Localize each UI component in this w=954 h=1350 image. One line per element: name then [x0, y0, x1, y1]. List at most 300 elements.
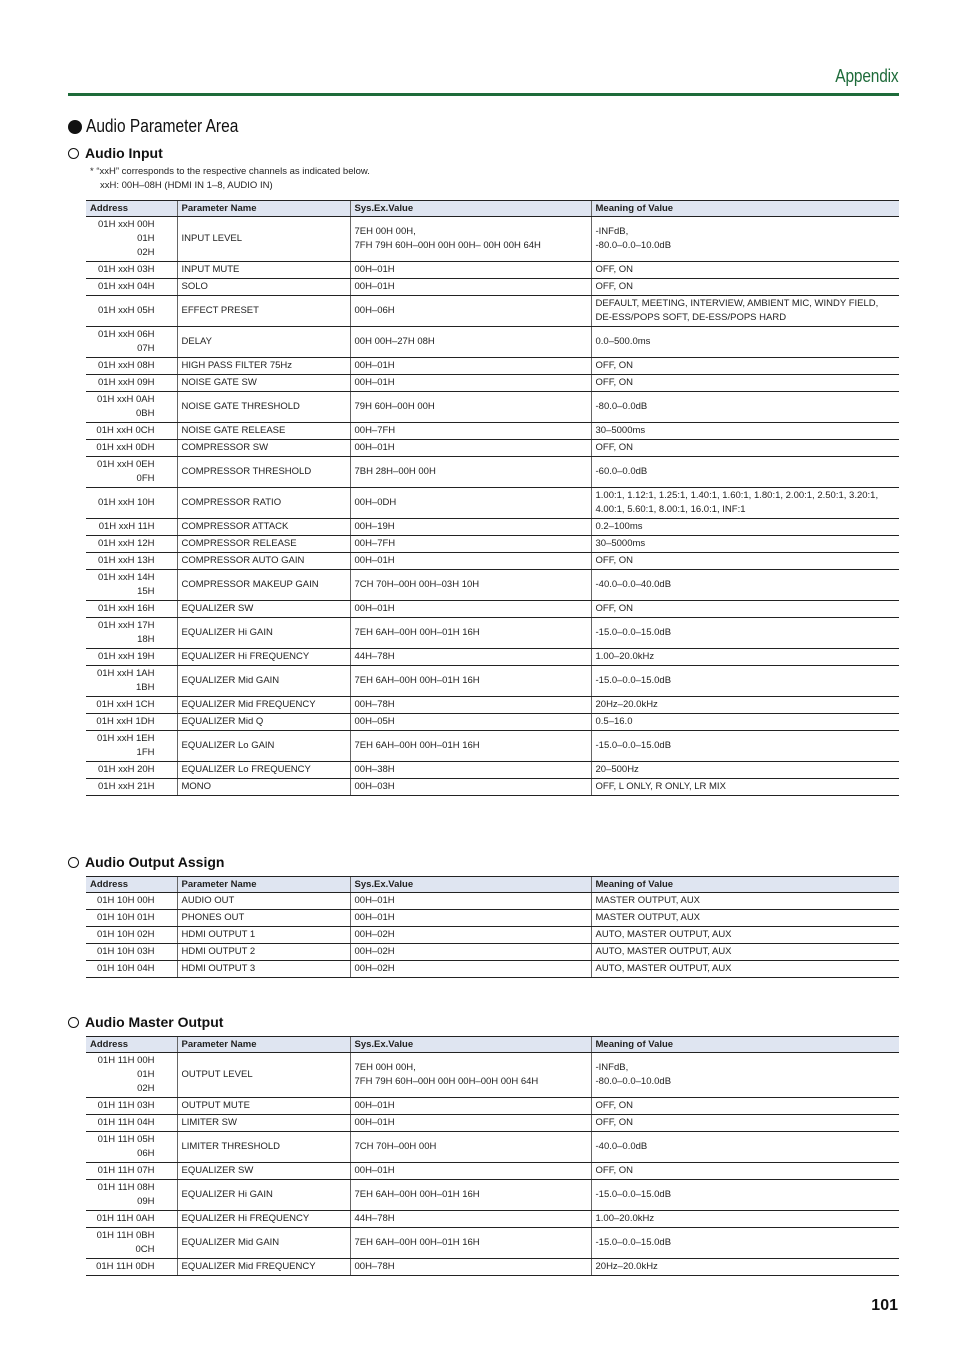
audio-output-assign-title [68, 854, 224, 870]
cell-sysex-value [350, 217, 591, 262]
cell-meaning [591, 731, 899, 762]
col-header-meaning: Meaning of Value [591, 1037, 899, 1053]
table-row [86, 519, 899, 536]
cell-parameter-name: EQUALIZER Hi GAIN [177, 618, 350, 649]
cell-sysex-value [350, 570, 591, 601]
cell-parameter-name: EQUALIZER Mid GAIN [177, 1228, 350, 1259]
cell-meaning [591, 1132, 899, 1163]
cell-sysex-value [350, 944, 591, 961]
cell-meaning [591, 570, 899, 601]
cell-meaning-line: OFF, ON [595, 1100, 633, 1111]
cell-address-line: 1BH [136, 682, 155, 693]
cell-address-line: 01H xxH 1AH [96, 668, 155, 679]
cell-meaning-line: -40.0–0.0–40.0dB [595, 579, 672, 590]
cell-parameter-name: EQUALIZER Hi GAIN [177, 1180, 350, 1211]
col-header-address: Address [86, 877, 177, 893]
cell-address [86, 1163, 177, 1180]
cell-parameter-name: EQUALIZER Mid GAIN [177, 666, 350, 697]
table-row [86, 1115, 899, 1132]
cell-address [86, 457, 177, 488]
table-row [86, 1053, 899, 1098]
cell-meaning [591, 762, 899, 779]
cell-parameter-name: COMPRESSOR THRESHOLD [177, 457, 350, 488]
audio-master-output-title [68, 1014, 223, 1030]
cell-parameter-name: LIMITER SW [177, 1115, 350, 1132]
cell-address-line: 01H 10H 04H [96, 963, 155, 974]
cell-meaning [591, 649, 899, 666]
table-header-row [86, 877, 899, 893]
cell-sysex-value-line: 7EH 00H 00H, [354, 226, 416, 237]
bullet-dot-icon [68, 120, 82, 134]
cell-parameter-name: SOLO [177, 279, 350, 296]
cell-address-line: 01H xxH 05H [98, 305, 155, 316]
cell-meaning [591, 440, 899, 457]
col-header-parameter-name: Parameter Name [177, 201, 350, 217]
table-row [86, 1163, 899, 1180]
cell-parameter-name: DELAY [177, 327, 350, 358]
cell-address-line: 01H xxH 1DH [96, 716, 155, 727]
cell-meaning-line: -80.0–0.0dB [595, 401, 648, 412]
cell-parameter-name: OUTPUT MUTE [177, 1098, 350, 1115]
cell-meaning [591, 601, 899, 618]
cell-address-line: 0BH [136, 408, 155, 419]
table-header-row [86, 1037, 899, 1053]
cell-meaning [591, 714, 899, 731]
cell-address-line: 01H xxH 10H [98, 497, 155, 508]
cell-parameter-name: EQUALIZER Mid FREQUENCY [177, 1259, 350, 1276]
cell-parameter-name: EQUALIZER Mid FREQUENCY [177, 697, 350, 714]
cell-address-line: 18H [137, 634, 155, 645]
table-row [86, 1259, 899, 1276]
cell-sysex-value-line: 7EH 6AH–00H 00H–01H 16H [354, 675, 480, 686]
cell-address-line: 01H [137, 233, 155, 244]
note-line-2: xxH: 00H–08H (HDMI IN 1–8, AUDIO IN) [100, 180, 273, 191]
table-row [86, 536, 899, 553]
cell-address-line: 09H [137, 1196, 155, 1207]
cell-meaning [591, 553, 899, 570]
cell-sysex-value [350, 457, 591, 488]
cell-sysex-value [350, 519, 591, 536]
cell-address [86, 392, 177, 423]
cell-meaning-line: 4.00:1, 5.60:1, 8.00:1, 16.0:1, INF:1 [595, 504, 746, 515]
cell-sysex-value-line: 00H–01H [354, 1165, 395, 1176]
cell-sysex-value-line: 00H–7FH [354, 538, 396, 549]
cell-meaning [591, 1228, 899, 1259]
cell-parameter-name: EQUALIZER Lo FREQUENCY [177, 762, 350, 779]
cell-meaning [591, 358, 899, 375]
cell-parameter-name: MONO [177, 779, 350, 796]
cell-address [86, 358, 177, 375]
cell-sysex-value-line: 00H–01H [354, 1100, 395, 1111]
cell-sysex-value-line: 00H–01H [354, 360, 395, 371]
cell-address-line: 01H xxH 12H [98, 538, 155, 549]
cell-address-line: 06H [137, 1148, 155, 1159]
table-row [86, 649, 899, 666]
cell-parameter-name: HDMI OUTPUT 3 [177, 961, 350, 978]
cell-meaning-line: -15.0–0.0–15.0dB [595, 1189, 672, 1200]
cell-parameter-name: HDMI OUTPUT 1 [177, 927, 350, 944]
cell-address [86, 296, 177, 327]
cell-address-line: 02H [137, 247, 155, 258]
cell-meaning [591, 927, 899, 944]
table-row [86, 1228, 899, 1259]
cell-meaning-line: 1.00–20.0kHz [595, 1213, 655, 1224]
cell-address-line: 01H xxH 06H [98, 329, 155, 340]
cell-sysex-value-line: 7FH 79H 60H–00H 00H 00H–00H 00H 64H [354, 1076, 539, 1087]
cell-sysex-value-line: 00H–01H [354, 895, 395, 906]
note-line-1: * “xxH” corresponds to the respective channels as indicated below. [90, 166, 370, 177]
cell-address [86, 327, 177, 358]
table-row [86, 731, 899, 762]
cell-meaning-line: DEFAULT, MEETING, INTERVIEW, AMBIENT MIC, WINDY FIELD, [595, 298, 879, 309]
table-row [86, 1132, 899, 1163]
cell-sysex-value [350, 666, 591, 697]
cell-meaning [591, 779, 899, 796]
cell-meaning [591, 457, 899, 488]
cell-address-line: 01H xxH 0DH [96, 442, 155, 453]
cell-sysex-value [350, 618, 591, 649]
cell-meaning-line: -INFdB, [595, 226, 629, 237]
col-header-address: Address [86, 201, 177, 217]
cell-sysex-value-line: 7EH 6AH–00H 00H–01H 16H [354, 740, 480, 751]
table-row [86, 618, 899, 649]
table-row [86, 601, 899, 618]
cell-parameter-name: EQUALIZER Lo GAIN [177, 731, 350, 762]
cell-parameter-name: COMPRESSOR MAKEUP GAIN [177, 570, 350, 601]
cell-address [86, 601, 177, 618]
cell-sysex-value [350, 1098, 591, 1115]
cell-parameter-name: COMPRESSOR SW [177, 440, 350, 457]
cell-address [86, 1053, 177, 1098]
cell-meaning [591, 910, 899, 927]
table-row [86, 779, 899, 796]
cell-meaning-line: -INFdB, [595, 1062, 629, 1073]
table-row [86, 666, 899, 697]
cell-address-line: 01H 11H 03H [97, 1100, 155, 1111]
cell-meaning-line: -80.0–0.0–10.0dB [595, 1076, 672, 1087]
cell-sysex-value [350, 423, 591, 440]
cell-address-line: 01H xxH 20H [98, 764, 155, 775]
cell-sysex-value [350, 296, 591, 327]
audio-master-output-table [86, 1036, 899, 1276]
cell-sysex-value [350, 553, 591, 570]
table-row [86, 296, 899, 327]
table-row [86, 262, 899, 279]
cell-meaning-line: OFF, ON [595, 264, 633, 275]
cell-meaning [591, 961, 899, 978]
cell-sysex-value-line: 00H–01H [354, 442, 395, 453]
cell-meaning-line: OFF, ON [595, 555, 633, 566]
audio-master-output-title-text: Audio Master Output [85, 1014, 224, 1030]
cell-meaning-line: MASTER OUTPUT, AUX [595, 895, 701, 906]
audio-input-title-text: Audio Input [85, 145, 163, 161]
cell-meaning-line: OFF, ON [595, 377, 633, 388]
cell-sysex-value-line: 00H–38H [354, 764, 395, 775]
audio-output-assign-title-text: Audio Output Assign [85, 854, 225, 870]
cell-meaning-line: OFF, ON [595, 603, 633, 614]
cell-address-line: 01H xxH 1CH [96, 699, 155, 710]
col-header-sysex-value: Sys.Ex.Value [350, 877, 591, 893]
cell-sysex-value [350, 1053, 591, 1098]
cell-meaning-line: -80.0–0.0–10.0dB [595, 240, 672, 251]
cell-address-line: 01H xxH 19H [98, 651, 155, 662]
cell-address-line: 15H [137, 586, 155, 597]
cell-meaning-line: -15.0–0.0–15.0dB [595, 627, 672, 638]
table-row [86, 488, 899, 519]
cell-meaning-line: OFF, ON [595, 281, 633, 292]
cell-meaning [591, 944, 899, 961]
cell-meaning [591, 296, 899, 327]
cell-meaning-line: 0.5–16.0 [595, 716, 633, 727]
cell-sysex-value-line: 00H–02H [354, 963, 395, 974]
cell-address [86, 910, 177, 927]
cell-sysex-value [350, 649, 591, 666]
cell-sysex-value-line: 00H–01H [354, 377, 395, 388]
cell-meaning [591, 618, 899, 649]
table-row [86, 910, 899, 927]
cell-address [86, 488, 177, 519]
cell-sysex-value-line: 00H–19H [354, 521, 395, 532]
cell-sysex-value-line: 00H–05H [354, 716, 395, 727]
cell-address [86, 262, 177, 279]
cell-sysex-value-line: 00H 00H–27H 08H [354, 336, 435, 347]
cell-address-line: 01H xxH 16H [98, 603, 155, 614]
cell-parameter-name: EQUALIZER Hi FREQUENCY [177, 1211, 350, 1228]
cell-address-line: 01H xxH 1EH [96, 733, 155, 744]
cell-meaning [591, 1115, 899, 1132]
cell-address [86, 666, 177, 697]
cell-address [86, 1098, 177, 1115]
table-row [86, 714, 899, 731]
cell-address-line: 01H 11H 0DH [96, 1261, 155, 1272]
cell-sysex-value-line: 7CH 70H–00H 00H [354, 1141, 437, 1152]
table-row [86, 893, 899, 910]
cell-parameter-name: LIMITER THRESHOLD [177, 1132, 350, 1163]
cell-meaning [591, 327, 899, 358]
col-header-address: Address [86, 1037, 177, 1053]
cell-address [86, 570, 177, 601]
cell-address-line: 01H xxH 14H [98, 572, 155, 583]
cell-meaning [591, 262, 899, 279]
cell-sysex-value-line: 44H–78H [354, 651, 395, 662]
cell-sysex-value [350, 1163, 591, 1180]
cell-sysex-value-line: 44H–78H [354, 1213, 395, 1224]
col-header-parameter-name: Parameter Name [177, 1037, 350, 1053]
cell-meaning-line: OFF, ON [595, 360, 633, 371]
bullet-ring-icon [68, 857, 79, 868]
cell-address-line: 0CH [135, 1244, 155, 1255]
cell-parameter-name: EQUALIZER SW [177, 1163, 350, 1180]
cell-sysex-value [350, 1180, 591, 1211]
cell-meaning [591, 1211, 899, 1228]
cell-address [86, 1115, 177, 1132]
cell-meaning [591, 893, 899, 910]
cell-address [86, 519, 177, 536]
cell-parameter-name: EQUALIZER Hi FREQUENCY [177, 649, 350, 666]
cell-address [86, 1180, 177, 1211]
cell-address-line: 01H xxH 04H [98, 281, 155, 292]
cell-meaning [591, 375, 899, 392]
cell-address [86, 423, 177, 440]
col-header-sysex-value: Sys.Ex.Value [350, 201, 591, 217]
cell-meaning-line: AUTO, MASTER OUTPUT, AUX [595, 963, 732, 974]
cell-meaning [591, 488, 899, 519]
cell-meaning-line: 0.2–100ms [595, 521, 643, 532]
cell-meaning [591, 1163, 899, 1180]
cell-meaning [591, 536, 899, 553]
cell-sysex-value [350, 392, 591, 423]
cell-parameter-name: EFFECT PRESET [177, 296, 350, 327]
cell-meaning [591, 1098, 899, 1115]
cell-meaning-line: AUTO, MASTER OUTPUT, AUX [595, 946, 732, 957]
table-row [86, 927, 899, 944]
cell-meaning [591, 1259, 899, 1276]
cell-sysex-value [350, 262, 591, 279]
cell-sysex-value [350, 762, 591, 779]
audio-input-title [68, 145, 163, 161]
table-row [86, 944, 899, 961]
cell-sysex-value [350, 731, 591, 762]
cell-meaning-line: 20Hz–20.0kHz [595, 1261, 658, 1272]
cell-address-line: 01H 11H 0BH [96, 1230, 155, 1241]
table-row [86, 375, 899, 392]
page-number: 101 [871, 1297, 898, 1314]
cell-parameter-name: INPUT LEVEL [177, 217, 350, 262]
cell-meaning-line: 20Hz–20.0kHz [595, 699, 658, 710]
cell-address [86, 1132, 177, 1163]
cell-sysex-value [350, 961, 591, 978]
cell-sysex-value [350, 1115, 591, 1132]
cell-address-line: 01H 11H 00H [97, 1055, 155, 1066]
table-row [86, 570, 899, 601]
col-header-parameter-name: Parameter Name [177, 877, 350, 893]
cell-sysex-value [350, 1132, 591, 1163]
cell-address [86, 375, 177, 392]
cell-meaning-line: 0.0–500.0ms [595, 336, 651, 347]
audio-output-assign-table [86, 876, 899, 978]
cell-parameter-name: COMPRESSOR RATIO [177, 488, 350, 519]
cell-meaning-line: OFF, ON [595, 1165, 633, 1176]
cell-meaning-line: 30–5000ms [595, 425, 646, 436]
cell-meaning [591, 666, 899, 697]
cell-address-line: 01H xxH 11H [98, 521, 155, 532]
cell-address-line: 01H xxH 13H [98, 555, 155, 566]
cell-address [86, 1211, 177, 1228]
cell-address-line: 01H 10H 03H [96, 946, 155, 957]
cell-meaning-line: 30–5000ms [595, 538, 646, 549]
cell-parameter-name: COMPRESSOR RELEASE [177, 536, 350, 553]
cell-sysex-value [350, 714, 591, 731]
cell-address [86, 927, 177, 944]
cell-sysex-value [350, 1259, 591, 1276]
cell-meaning-line: -15.0–0.0–15.0dB [595, 740, 672, 751]
cell-address [86, 618, 177, 649]
cell-sysex-value-line: 00H–78H [354, 699, 395, 710]
table-row [86, 697, 899, 714]
cell-address-line: 01H 11H 0AH [96, 1213, 155, 1224]
cell-sysex-value [350, 327, 591, 358]
cell-meaning-line: -15.0–0.0–15.0dB [595, 1237, 672, 1248]
table-row [86, 327, 899, 358]
cell-meaning [591, 279, 899, 296]
cell-sysex-value-line: 7EH 6AH–00H 00H–01H 16H [354, 627, 480, 638]
cell-sysex-value [350, 779, 591, 796]
cell-address [86, 697, 177, 714]
col-header-sysex-value: Sys.Ex.Value [350, 1037, 591, 1053]
cell-sysex-value-line: 7EH 6AH–00H 00H–01H 16H [354, 1237, 480, 1248]
cell-address [86, 553, 177, 570]
cell-address [86, 779, 177, 796]
table-row [86, 279, 899, 296]
cell-address [86, 1259, 177, 1276]
cell-sysex-value-line: 00H–01H [354, 603, 395, 614]
cell-address-line: 01H xxH 09H [98, 377, 155, 388]
cell-sysex-value-line: 00H–01H [354, 555, 395, 566]
cell-meaning-line: AUTO, MASTER OUTPUT, AUX [595, 929, 732, 940]
cell-parameter-name: EQUALIZER SW [177, 601, 350, 618]
table-row [86, 440, 899, 457]
cell-meaning-line: -40.0–0.0dB [595, 1141, 648, 1152]
cell-sysex-value-line: 00H–78H [354, 1261, 395, 1272]
cell-address [86, 893, 177, 910]
section-title-text: Audio Parameter Area [86, 116, 239, 136]
cell-sysex-value [350, 488, 591, 519]
cell-sysex-value [350, 375, 591, 392]
cell-parameter-name: AUDIO OUT [177, 893, 350, 910]
cell-meaning [591, 423, 899, 440]
cell-address [86, 217, 177, 262]
table-row [86, 457, 899, 488]
header-title: Appendix [834, 66, 898, 86]
cell-meaning-line: 1.00:1, 1.12:1, 1.25:1, 1.40:1, 1.60:1, 1.80:1, 2.00:1, 2.50:1, 3.20:1, [595, 490, 879, 501]
cell-meaning-line: OFF, L ONLY, R ONLY, LR MIX [595, 781, 726, 792]
cell-meaning [591, 392, 899, 423]
cell-sysex-value [350, 440, 591, 457]
cell-sysex-value-line: 00H–01H [354, 281, 395, 292]
cell-address-line: 01H xxH 21H [98, 781, 155, 792]
cell-sysex-value [350, 601, 591, 618]
cell-sysex-value [350, 536, 591, 553]
cell-sysex-value-line: 7EH 00H 00H, [354, 1062, 416, 1073]
header-rule [68, 93, 899, 96]
cell-address-line: 01H xxH 0EH [96, 459, 155, 470]
cell-sysex-value-line: 79H 60H–00H 00H [354, 401, 435, 412]
cell-address-line: 01H 10H 01H [96, 912, 155, 923]
cell-address-line: 01H 11H 08H [97, 1182, 155, 1193]
cell-meaning [591, 519, 899, 536]
cell-sysex-value [350, 358, 591, 375]
cell-meaning [591, 697, 899, 714]
cell-address [86, 440, 177, 457]
cell-sysex-value-line: 7CH 70H–00H 00H–03H 10H [354, 579, 480, 590]
cell-parameter-name: NOISE GATE THRESHOLD [177, 392, 350, 423]
cell-parameter-name: HDMI OUTPUT 2 [177, 944, 350, 961]
cell-meaning-line: 1.00–20.0kHz [595, 651, 655, 662]
cell-meaning-line: DE-ESS/POPS SOFT, DE-ESS/POPS HARD [595, 312, 787, 323]
cell-sysex-value [350, 279, 591, 296]
table-row [86, 1098, 899, 1115]
audio-input-note [90, 165, 370, 193]
bullet-ring-icon [68, 1017, 79, 1028]
cell-meaning-line: -60.0–0.0dB [595, 466, 648, 477]
cell-address [86, 944, 177, 961]
table-row [86, 392, 899, 423]
cell-address-line: 01H xxH 08H [98, 360, 155, 371]
cell-address-line: 01H xxH 03H [98, 264, 155, 275]
cell-address-line: 01H 11H 05H [97, 1134, 155, 1145]
cell-sysex-value-line: 00H–02H [354, 929, 395, 940]
cell-address [86, 279, 177, 296]
